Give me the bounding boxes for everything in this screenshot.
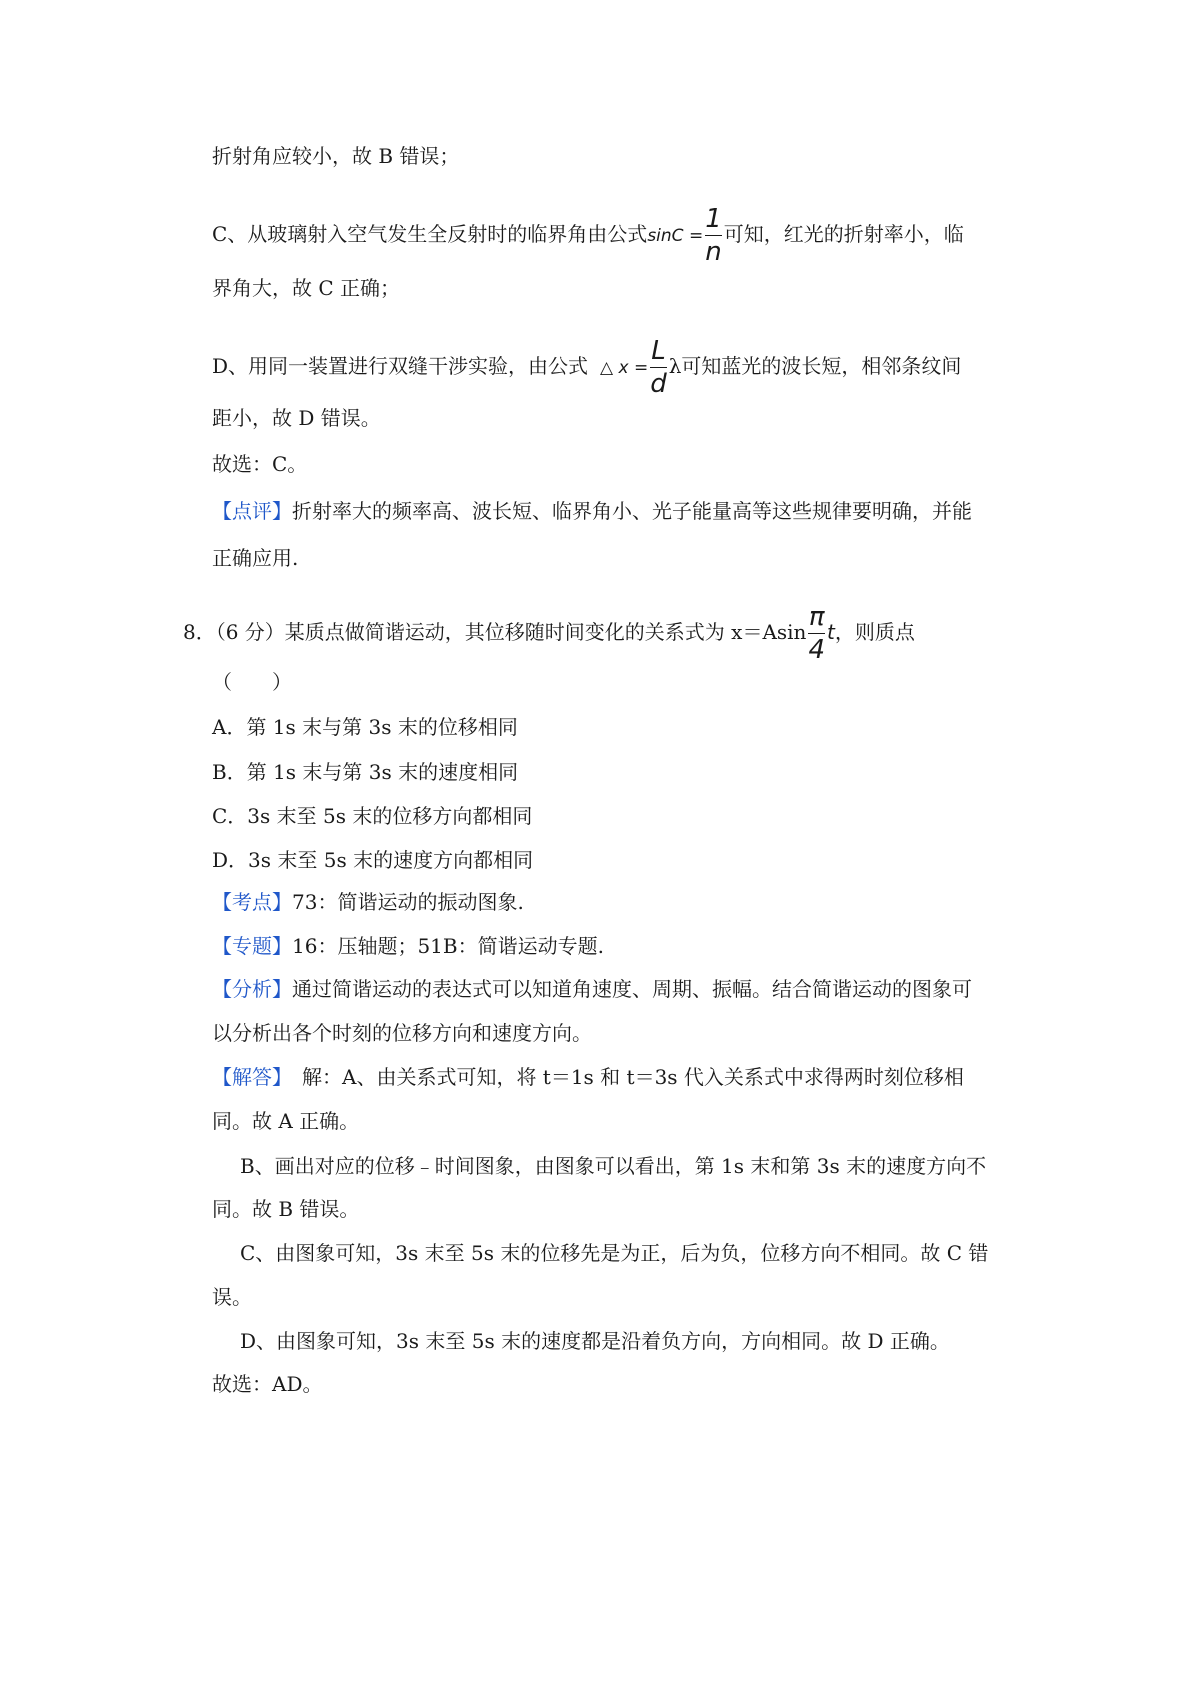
topic (212, 932, 604, 960)
text-line: 正确应用. (212, 546, 299, 570)
variable: t (826, 620, 835, 644)
section-tag: 【分析】 (212, 977, 292, 1001)
text-line: 同。故 B 错误。 (212, 1197, 360, 1221)
section-tag: 【专题】 (212, 934, 292, 958)
text: 8．（6 分）某质点做简谐运动，其位移随时间变化的关系式为 x＝Asin (183, 620, 807, 644)
knowledge-point (212, 888, 524, 916)
text-line: 同。故 A 正确。 (212, 1109, 360, 1133)
fraction-bar (705, 235, 722, 236)
text-line: 折射角应较小，故 B 错误； (212, 144, 460, 168)
text: 通过简谐运动的表达式可以知道角速度、周期、振幅。结合简谐运动的图象可 (292, 977, 972, 1001)
denominator: 4 (808, 635, 825, 665)
text: 可知，红光的折射率小，临 (723, 222, 964, 246)
text: C、从玻璃射入空气发生全反射时的临界角由公式 (212, 222, 648, 246)
text-line-with-formula (212, 206, 964, 265)
fraction-bar (808, 633, 825, 634)
denominator: n (705, 237, 722, 267)
answer-parentheses: （ ） (212, 670, 292, 694)
text: ，则质点 (834, 620, 915, 644)
text-line: C、由图象可知，3s 末至 5s 末的位移先是为正，后为负，位移方向不相同。故 C 错 (240, 1241, 989, 1265)
formula: sinC = (647, 226, 704, 246)
denominator: d (650, 369, 667, 399)
text-line: 误。 (212, 1285, 252, 1309)
text-line: 以分析出各个时刻的位移方向和速度方向。 (212, 1021, 592, 1045)
section-tag: 【点评】 (212, 499, 292, 523)
text-line: 界角大，故 C 正确； (212, 276, 401, 300)
option-c: C．3s 末至 5s 末的位移方向都相同 (212, 804, 533, 828)
numerator: π (808, 602, 825, 632)
formula: △ x = (600, 358, 649, 378)
option-d: D．3s 末至 5s 末的速度方向都相同 (212, 848, 534, 872)
text: λ可知蓝光的波长短，相邻条纹间 (668, 354, 962, 378)
text: 解：A、由关系式可知，将 t＝1s 和 t＝3s 代入关系式中求得两时刻位移相 (282, 1065, 964, 1089)
section-tag: 【解答】 (212, 1065, 282, 1089)
final-answer: 故选：AD。 (212, 1372, 323, 1396)
numerator: L (651, 336, 666, 366)
comment-line (212, 497, 972, 525)
section-tag: 【考点】 (212, 890, 292, 914)
fraction-bar (650, 367, 667, 368)
question-stem (183, 604, 915, 663)
text: D、用同一装置进行双缝干涉实验，由公式 (212, 354, 589, 378)
text-line: 故选：C。 (212, 452, 308, 476)
option-a: A．第 1s 末与第 3s 末的位移相同 (212, 715, 518, 739)
text: 折射率大的频率高、波长短、临界角小、光子能量高等这些规律要明确，并能 (292, 499, 972, 523)
fraction (808, 604, 825, 663)
text-line: 距小，故 D 错误。 (212, 406, 381, 430)
text-line-with-formula (212, 338, 961, 397)
text: 16：压轴题；51B：简谐运动专题. (292, 934, 604, 958)
text-line: D、由图象可知，3s 末至 5s 末的速度都是沿着负方向，方向相同。故 D 正确。 (240, 1329, 950, 1353)
analysis (212, 975, 972, 1003)
fraction (650, 338, 667, 397)
fraction (705, 206, 722, 265)
solution (212, 1063, 964, 1091)
numerator: 1 (705, 204, 722, 234)
option-b: B．第 1s 末与第 3s 末的速度相同 (212, 760, 519, 784)
text: 73：简谐运动的振动图象. (292, 890, 524, 914)
text-line: B、画出对应的位移﹣时间图象，由图象可以看出，第 1s 末和第 3s 末的速度方向不 (240, 1154, 987, 1178)
